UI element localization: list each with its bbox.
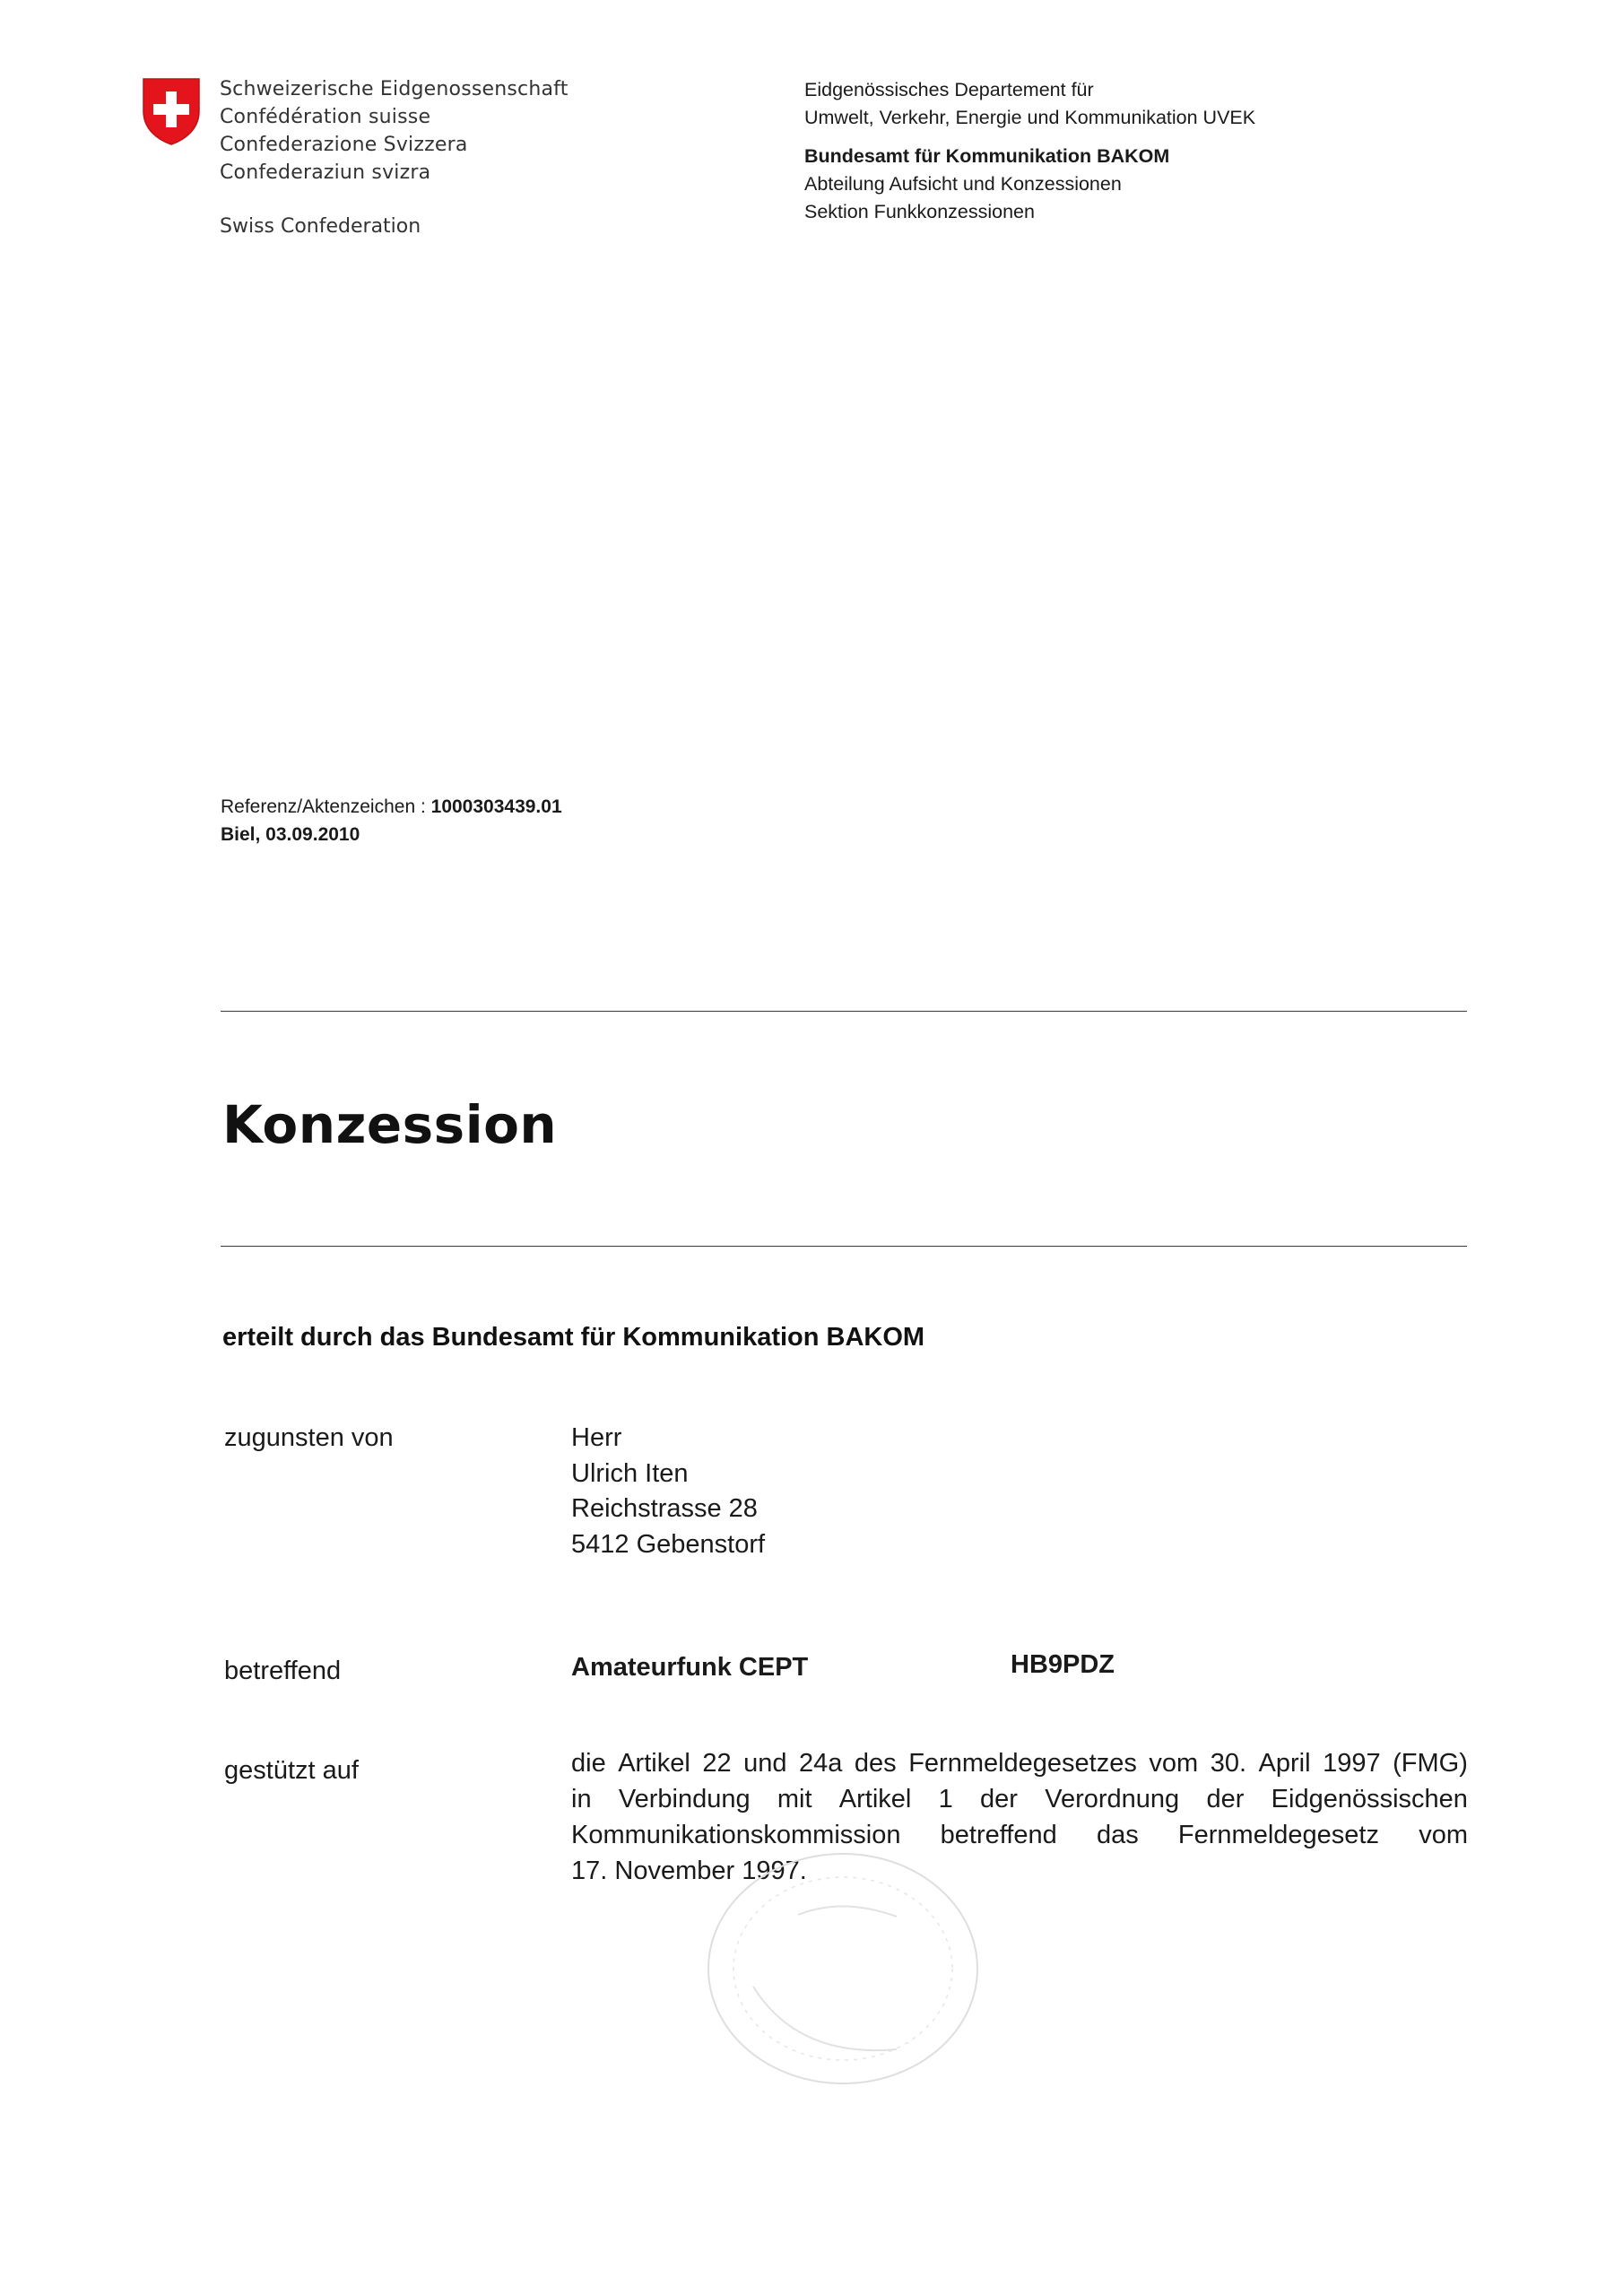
legal-basis-word: der	[980, 1785, 1018, 1813]
recipient-street: Reichstrasse 28	[571, 1494, 758, 1523]
legal-basis-word: des	[854, 1749, 897, 1778]
divider-bottom	[221, 1246, 1467, 1247]
swiss-coat-of-arms-icon	[142, 77, 201, 145]
legal-basis-word: mit	[777, 1785, 812, 1813]
legal-basis-word: Fernmeldegesetzes	[908, 1749, 1137, 1778]
legal-basis-word: und	[743, 1749, 787, 1778]
legal-basis-word: Eidgenössischen	[1271, 1785, 1468, 1813]
department-line1: Eidgenössisches Departement für	[804, 79, 1094, 100]
legal-basis-word: 22	[702, 1749, 732, 1778]
subject-type: Amateurfunk CEPT	[571, 1653, 809, 1682]
legal-basis-word: 30.	[1210, 1749, 1247, 1778]
legal-basis-word: 1	[938, 1785, 953, 1813]
confederation-names	[220, 75, 568, 187]
recipient-salutation: Herr	[571, 1423, 622, 1452]
legal-basis-word: Verordnung	[1045, 1785, 1180, 1813]
recipient-label: zugunsten von	[224, 1423, 394, 1452]
legal-basis-word: das	[1096, 1821, 1139, 1849]
divider-top	[221, 1011, 1467, 1012]
legal-basis-word: Verbindung	[618, 1785, 751, 1813]
legal-basis-word: Fernmeldegesetz	[1177, 1821, 1379, 1849]
subject-label: betreffend	[224, 1657, 342, 1685]
legal-basis-word: der	[1206, 1785, 1245, 1813]
legal-basis-word: Artikel	[838, 1785, 912, 1813]
reference-block	[221, 793, 562, 848]
confederation-name-fr: Confédération suisse	[220, 106, 431, 128]
reference-label: Referenz/Aktenzeichen :	[221, 796, 431, 817]
legal-basis-word: in	[571, 1785, 592, 1813]
legal-basis-word: 1997	[1323, 1749, 1381, 1778]
department-block	[804, 76, 1255, 226]
document-title: Konzession	[222, 1094, 558, 1155]
section-name: Sektion Funkkonzessionen	[804, 201, 1035, 222]
confederation-name-rm: Confederaziun svizra	[220, 161, 431, 184]
recipient-name: Ulrich Iten	[571, 1458, 689, 1488]
legal-basis-word: Artikel	[618, 1749, 690, 1778]
legal-basis-word: (FMG)	[1393, 1749, 1468, 1778]
place-date: Biel, 03.09.2010	[221, 824, 360, 845]
office-name: Bundesamt für Kommunikation BAKOM	[804, 145, 1170, 167]
confederation-name-en: Swiss Confederation	[220, 215, 421, 238]
recipient-address	[571, 1421, 765, 1562]
legal-basis-word: betreffend	[940, 1821, 1057, 1849]
legal-basis-word: April	[1258, 1749, 1311, 1778]
legal-basis-word: Kommunikationskommission	[571, 1821, 901, 1849]
legal-basis-word: 24a	[799, 1749, 843, 1778]
legal-basis-line-3	[571, 1817, 1468, 1853]
legal-basis-line-2	[571, 1781, 1468, 1817]
recipient-city: 5412 Gebenstorf	[571, 1529, 766, 1559]
legal-basis-line-1	[571, 1745, 1468, 1781]
reference-number: 1000303439.01	[430, 796, 562, 817]
division-name: Abteilung Aufsicht und Konzessionen	[804, 173, 1122, 195]
callsign: HB9PDZ	[1011, 1650, 1115, 1679]
legal-basis-text	[571, 1745, 1468, 1889]
legal-basis-line-4: 17. November 1997.	[571, 1857, 807, 1885]
legal-basis-label: gestützt auf	[224, 1756, 359, 1785]
confederation-name-it: Confederazione Svizzera	[220, 134, 468, 156]
legal-basis-word: die	[571, 1749, 606, 1778]
legal-basis-word: vom	[1419, 1821, 1468, 1849]
legal-basis-word: vom	[1149, 1749, 1199, 1778]
confederation-name-de: Schweizerische Eidgenossenschaft	[220, 78, 568, 100]
department-line2: Umwelt, Verkehr, Energie und Kommunikation UVEK	[804, 107, 1256, 128]
issued-by: erteilt durch das Bundesamt für Kommunikation BAKOM	[222, 1323, 925, 1352]
